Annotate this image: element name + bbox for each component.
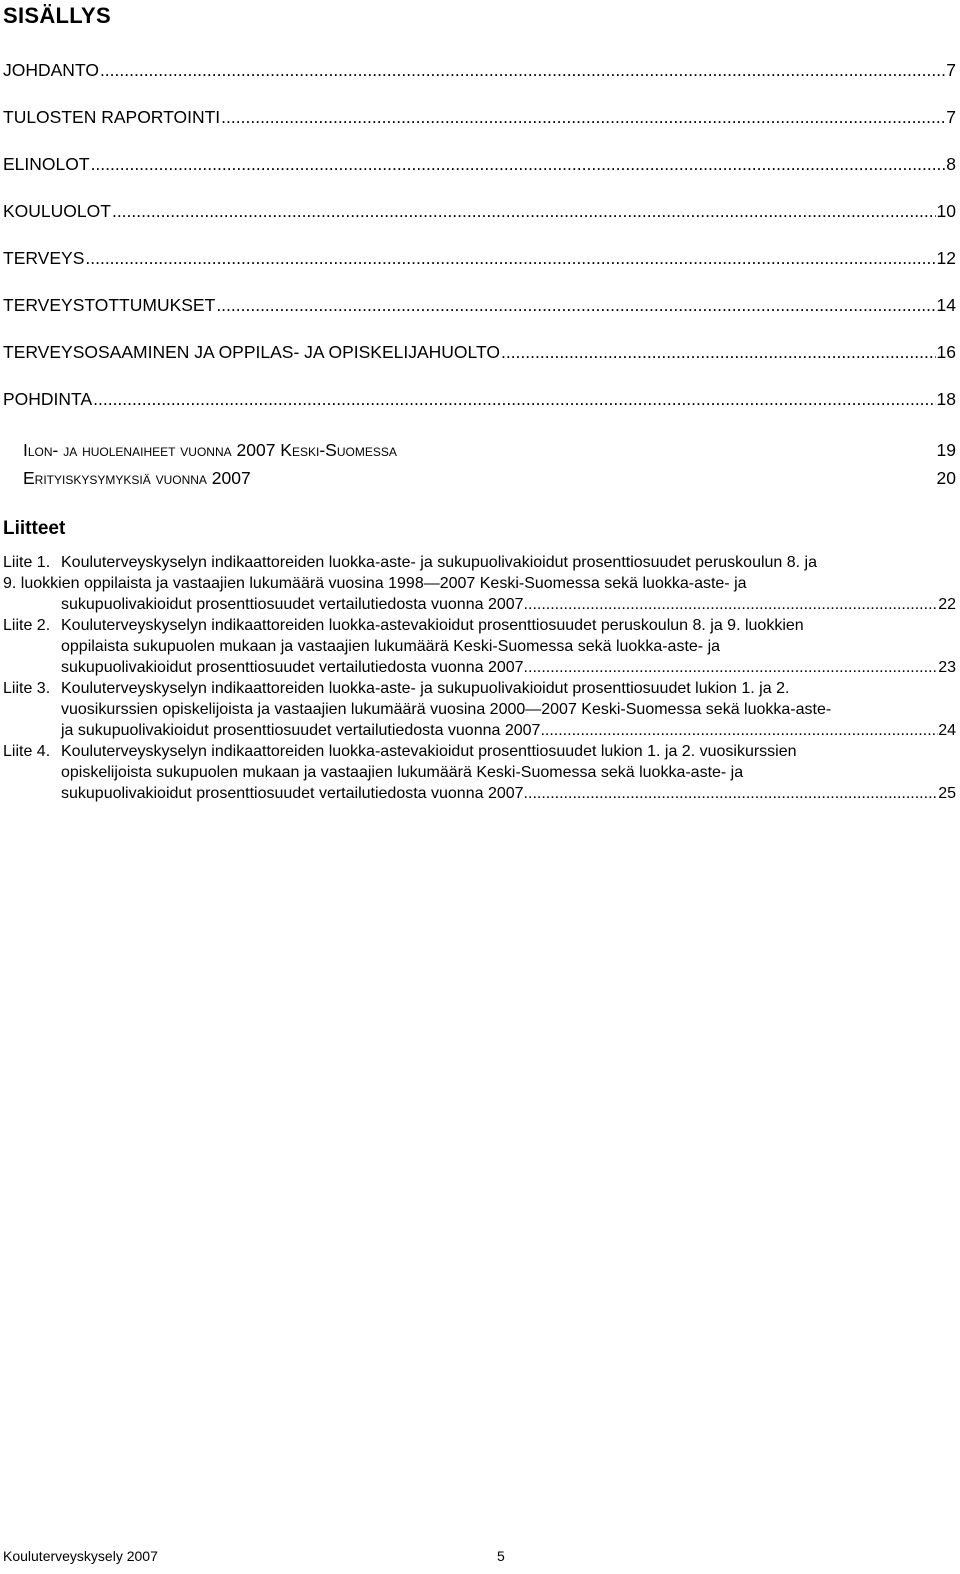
appendix-page: 22: [938, 596, 956, 613]
appendix-heading: Liitteet: [3, 518, 66, 539]
toc-entry-page: 12: [936, 248, 956, 268]
appendix-text-line: vuosikurssien opiskelijoista ja vastaajien lukumäärä vuosina 2000—2007 Keski-Suomessa sekä luokka-aste-: [61, 701, 832, 718]
appendix-text-line: Kouluterveyskyselyn indikaattoreiden luokka-aste- ja sukupuolivakioidut prosenttiosuudet peruskoulun 8. ja: [61, 554, 817, 571]
toc-entry-page: 14: [936, 295, 956, 315]
toc-entry-johdanto[interactable]: [3, 60, 956, 107]
appendix-entry-1[interactable]: [3, 552, 956, 615]
dot-leader: [91, 154, 946, 174]
toc-entry-page: 20: [936, 468, 956, 488]
toc-entry-label: KOULUOLOT: [3, 201, 111, 221]
footer-document-title: Kouluterveyskysely 2007: [3, 1548, 158, 1564]
appendix-label: Liite 4.: [3, 743, 51, 760]
dot-leader: [524, 783, 939, 804]
page-title: SISÄLLYS: [3, 3, 111, 28]
toc-entry-page: 18: [936, 389, 956, 409]
toc-entry-terveys[interactable]: [3, 248, 956, 295]
appendix-text-line: ja sukupuolivakioidut prosenttiosuudet vertailutiedosta vuonna 2007.: [61, 722, 545, 739]
toc-entry-page: 19: [936, 440, 956, 460]
appendix-text-line: 9. luokkien oppilaista ja vastaajien lukumäärä vuosina 1998—2007 Keski-Suomessa sekä luokka-aste- ja: [3, 575, 747, 592]
toc-entry-page: 7: [946, 60, 956, 80]
appendix-entry-2[interactable]: [3, 615, 956, 678]
dot-leader: [93, 389, 935, 409]
toc-entry-page: 10: [936, 201, 956, 221]
toc-entry-terveysosaaminen[interactable]: [3, 342, 956, 389]
dot-leader: [100, 60, 945, 80]
appendix-entry-3[interactable]: [3, 678, 956, 741]
toc-entry-page: 16: [936, 342, 956, 362]
appendix-label: Liite 3.: [3, 680, 51, 697]
dot-leader: [221, 107, 945, 127]
appendix-list: [3, 552, 956, 804]
appendix-text-line: sukupuolivakioidut prosenttiosuudet vertailutiedosta vuonna 2007: [61, 659, 524, 676]
toc-subentry-ilon-ja-huolenaiheet[interactable]: [3, 440, 956, 468]
appendix-text-line: Kouluterveyskyselyn indikaattoreiden luokka-astevakioidut prosenttiosuudet peruskoulun 8. ja 9. luokkien: [61, 617, 804, 634]
dot-leader: [112, 201, 936, 221]
appendix-text-line: Kouluterveyskyselyn indikaattoreiden luokka-astevakioidut prosenttiosuudet lukion 1. ja 2. vuosikurssien: [61, 743, 797, 760]
appendix-entry-4[interactable]: [3, 741, 956, 804]
toc-entry-label: JOHDANTO: [3, 60, 99, 80]
toc-entry-label: TULOSTEN RAPORTOINTI: [3, 107, 221, 127]
footer-page-number: 5: [497, 1548, 505, 1564]
toc-entry-page: 7: [946, 107, 956, 127]
dot-leader: [501, 342, 936, 362]
appendix-text-line: Kouluterveyskyselyn indikaattoreiden luokka-aste- ja sukupuolivakioidut prosenttiosuudet lukion 1. ja 2.: [61, 680, 790, 697]
appendix-label: Liite 2.: [3, 617, 51, 634]
toc-entry-label: POHDINTA: [3, 389, 93, 409]
sub-table-of-contents: [3, 440, 956, 496]
appendix-text-line: sukupuolivakioidut prosenttiosuudet vertailutiedosta vuonna 2007: [61, 785, 524, 802]
toc-entry-label: TERVEYSOSAAMINEN JA OPPILAS- JA OPISKELIJAHUOLTO: [3, 342, 500, 362]
toc-entry-label: TERVEYS: [3, 248, 85, 268]
toc-entry-label: Ilon- ja huolenaiheet vuonna 2007 Keski-Suomessa: [23, 440, 397, 460]
toc-entry-terveystottumukset[interactable]: [3, 295, 956, 342]
toc-entry-tulosten-raportointi[interactable]: [3, 107, 956, 154]
toc-entry-pohdinta[interactable]: [3, 389, 956, 436]
appendix-page: 25: [938, 785, 956, 802]
toc-entry-label: ELINOLOT: [3, 154, 90, 174]
toc-entry-page: 8: [946, 154, 956, 174]
dot-leader: [524, 594, 939, 615]
dot-leader: [216, 295, 935, 315]
toc-entry-label: Erityiskysymyksiä vuonna 2007: [23, 468, 251, 488]
toc-entry-elinolot[interactable]: [3, 154, 956, 201]
appendix-text-line: sukupuolivakioidut prosenttiosuudet vertailutiedosta vuonna 2007: [61, 596, 524, 613]
appendix-text-line: opiskelijoista sukupuolen mukaan ja vastaajien lukumäärä Keski-Suomessa sekä luokka-aste- ja: [61, 764, 744, 781]
appendix-label: Liite 1.: [3, 554, 51, 571]
toc-entry-label: TERVEYSTOTTUMUKSET: [3, 295, 216, 315]
dot-leader: [85, 248, 935, 268]
appendix-page: 24: [938, 722, 956, 739]
appendix-page: 23: [938, 659, 956, 676]
dot-leader: [524, 657, 939, 678]
dot-leader: [545, 720, 938, 741]
toc-entry-kouluolot[interactable]: [3, 201, 956, 248]
toc-subentry-erityiskysymyksia[interactable]: [3, 468, 956, 496]
appendix-text-line: oppilaista sukupuolen mukaan ja vastaajien lukumäärä Keski-Suomessa sekä luokka-aste- ja: [61, 638, 721, 655]
table-of-contents: [3, 60, 956, 436]
